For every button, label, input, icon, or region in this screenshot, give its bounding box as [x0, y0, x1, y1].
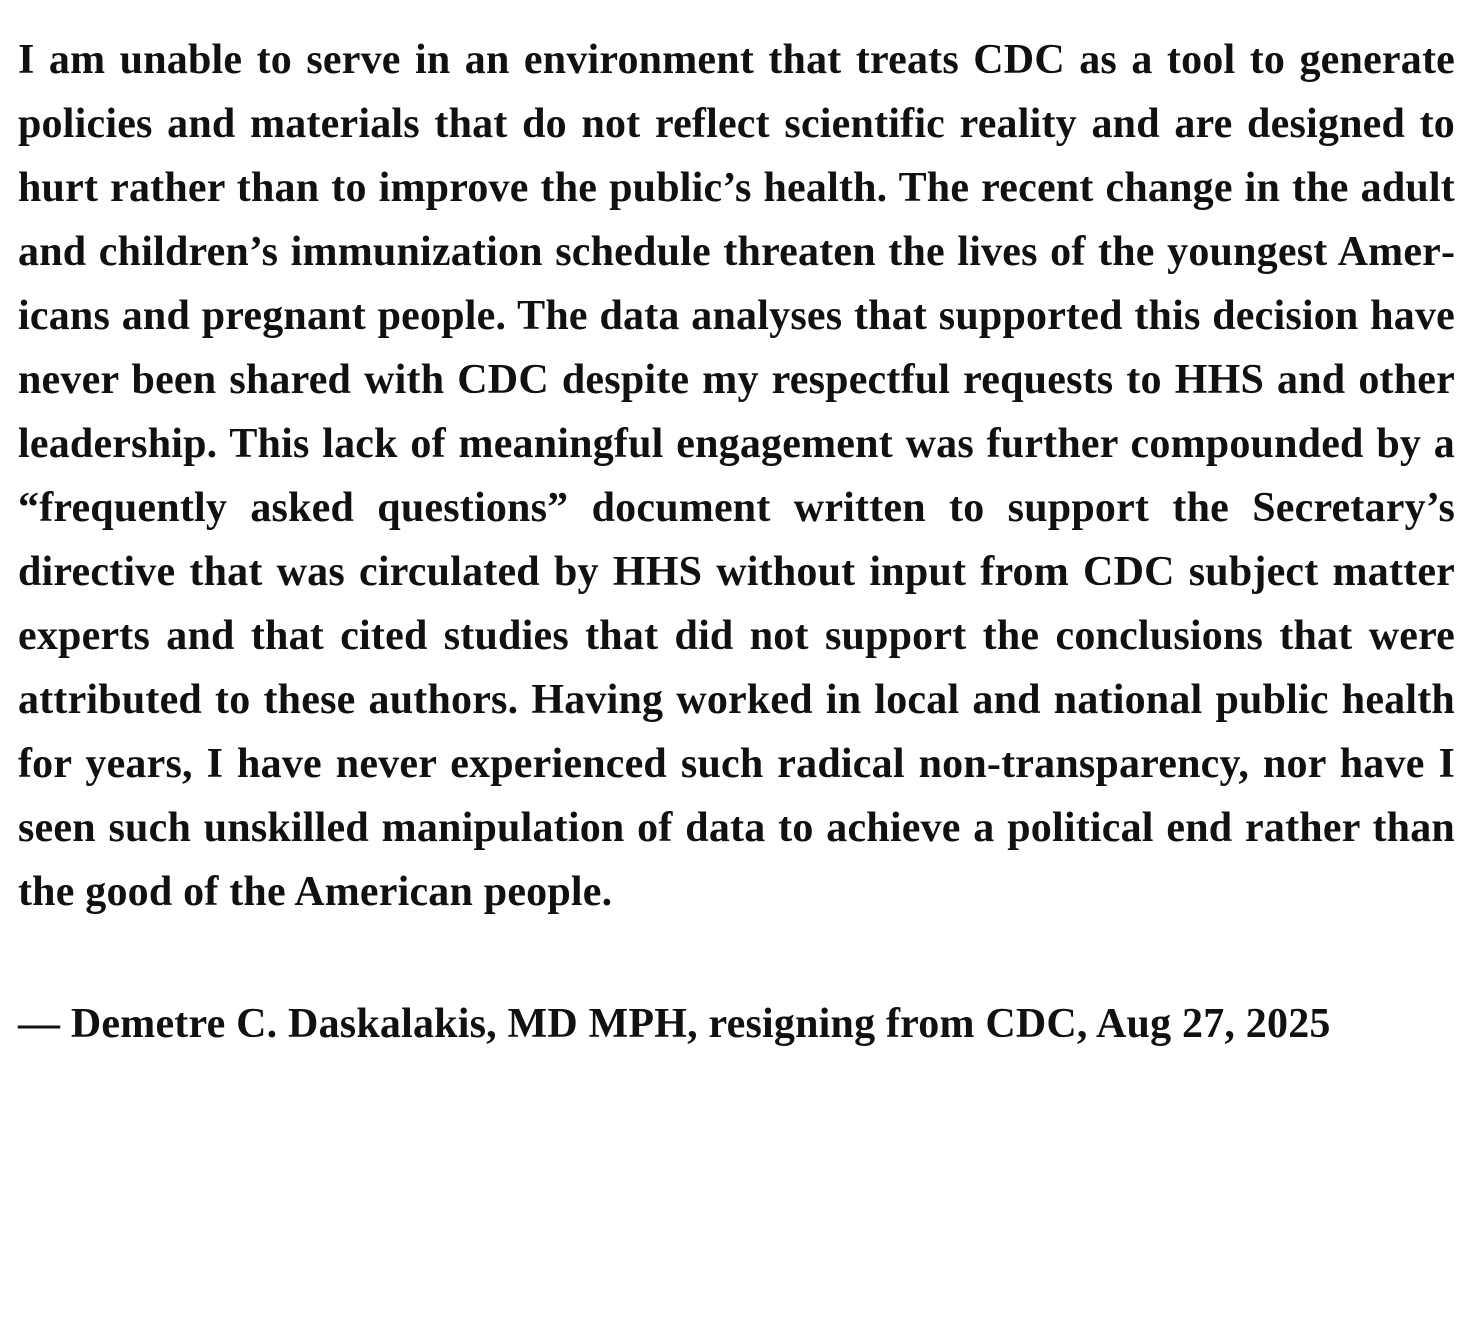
quote-page [18, 28, 1455, 1052]
attribution-line: — Demetre C. Daskalakis, MD MPH, resigning from CDC, Aug 27, 2025 [18, 1001, 1331, 1047]
spacer [18, 924, 1455, 996]
quote-paragraph: I am unable to serve in an environment that treats CDC as a tool to generate policies and materials that do not reflect scientific reality and are designed to hurt rather than to improve the public’s health. The recent change in the adult and children’s immunization schedule threaten the lives of the youngest Americans and pregnant people. The data analyses that supported this decision have never been shared with CDC despite my respectful requests to HHS and other leadership. This lack of meaningful engagement was further compounded by a “frequently asked questions” document written to support the Secretary’s directive that was circulated by HHS without input from CDC subject matter experts and that cited studies that did not support the conclusions that were attributed to these authors. Having worked in local and national public health for years, I have never experienced such radical non-transparency, nor have I seen such unskilled manipulation of data to achieve a political end rather than the good of the American people. [18, 37, 1455, 915]
